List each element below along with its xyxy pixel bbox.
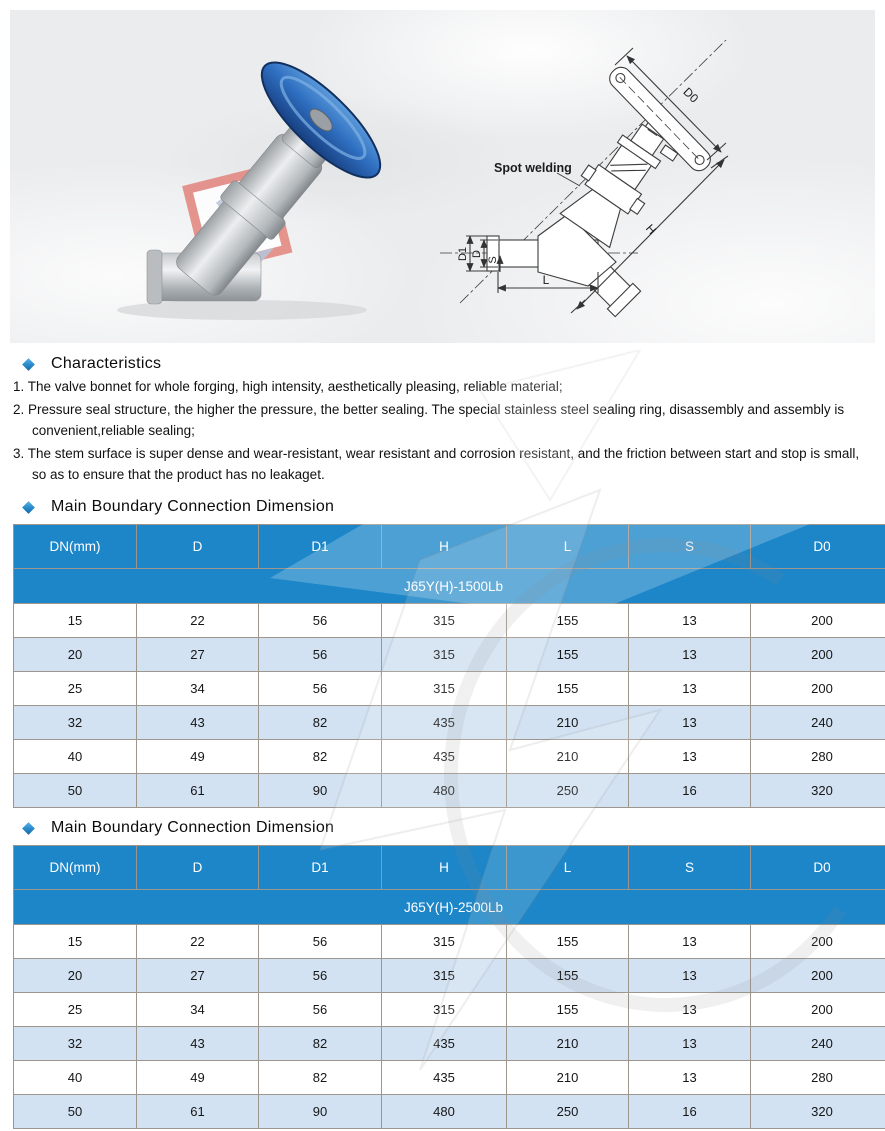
table-cell: 200 xyxy=(751,638,885,672)
dim-label-d: D xyxy=(471,250,483,258)
table-head xyxy=(14,525,885,604)
table-cell: 61 xyxy=(137,774,259,808)
column-header: S xyxy=(629,846,751,890)
table-cell: 82 xyxy=(259,1061,382,1095)
table-cell: 315 xyxy=(382,925,507,959)
table-row xyxy=(14,1095,885,1129)
table-cell: 315 xyxy=(382,672,507,706)
model-subtitle: J65Y(H)-2500Lb xyxy=(14,890,885,925)
table-cell: 50 xyxy=(14,1095,137,1129)
table-cell: 250 xyxy=(507,1095,629,1129)
table-cell: 20 xyxy=(14,638,137,672)
dim-label-s: S xyxy=(487,256,499,264)
table-cell: 155 xyxy=(507,638,629,672)
table-cell: 240 xyxy=(751,1027,885,1061)
dimension-heading-1500 xyxy=(13,498,334,516)
table-row xyxy=(14,959,885,993)
table-cell: 20 xyxy=(14,959,137,993)
table-cell: 61 xyxy=(137,1095,259,1129)
column-header: DN(mm) xyxy=(14,525,137,569)
characteristics-list xyxy=(13,376,869,487)
table-cell: 435 xyxy=(382,1027,507,1061)
table-cell: 240 xyxy=(751,706,885,740)
table-body xyxy=(14,925,885,1129)
table-cell: 200 xyxy=(751,925,885,959)
table-cell: 320 xyxy=(751,1095,885,1129)
column-header: L xyxy=(507,846,629,890)
dim-label-h: H xyxy=(642,221,660,238)
table-row xyxy=(14,774,885,808)
table-cell: 16 xyxy=(629,1095,751,1129)
dim-label-d0: D0 xyxy=(680,84,702,106)
table-cell: 200 xyxy=(751,959,885,993)
column-header: D xyxy=(137,525,259,569)
table-cell: 43 xyxy=(137,706,259,740)
table-cell: 315 xyxy=(382,993,507,1027)
header-row xyxy=(14,846,885,890)
table-cell: 25 xyxy=(14,993,137,1027)
table-row xyxy=(14,993,885,1027)
table-cell: 50 xyxy=(14,774,137,808)
diamond-bullet-icon xyxy=(22,822,35,835)
table-cell: 200 xyxy=(751,672,885,706)
table-row xyxy=(14,925,885,959)
table-cell: 40 xyxy=(14,740,137,774)
diamond-bullet-icon xyxy=(22,358,35,371)
table-cell: 32 xyxy=(14,706,137,740)
model-row xyxy=(14,890,885,925)
table-cell: 210 xyxy=(507,1061,629,1095)
table-cell: 315 xyxy=(382,959,507,993)
table-cell: 210 xyxy=(507,1027,629,1061)
table-cell: 155 xyxy=(507,993,629,1027)
dim-label-l: L xyxy=(542,273,550,287)
table-cell: 13 xyxy=(629,1027,751,1061)
table-cell: 13 xyxy=(629,993,751,1027)
column-header: H xyxy=(382,846,507,890)
model-row xyxy=(14,569,885,604)
dimension-heading-2500 xyxy=(13,819,334,837)
characteristics-heading xyxy=(13,355,161,373)
table-cell: 27 xyxy=(137,638,259,672)
table-cell: 200 xyxy=(751,993,885,1027)
spot-welding-label: Spot welding xyxy=(494,161,572,175)
table-cell: 435 xyxy=(382,740,507,774)
column-header: H xyxy=(382,525,507,569)
product-image-panel xyxy=(10,10,875,343)
table-cell: 155 xyxy=(507,672,629,706)
table-cell: 49 xyxy=(137,740,259,774)
dimension-table-2500lb xyxy=(13,845,885,1129)
column-header: D1 xyxy=(259,846,382,890)
table-cell: 82 xyxy=(259,1027,382,1061)
column-header: D1 xyxy=(259,525,382,569)
column-header: D0 xyxy=(751,846,885,890)
table-cell: 82 xyxy=(259,740,382,774)
table-cell: 315 xyxy=(382,638,507,672)
table-cell: 200 xyxy=(751,604,885,638)
table-cell: 435 xyxy=(382,706,507,740)
table-cell: 155 xyxy=(507,925,629,959)
column-header: D xyxy=(137,846,259,890)
column-header: D0 xyxy=(751,525,885,569)
table-row xyxy=(14,672,885,706)
table-cell: 13 xyxy=(629,672,751,706)
characteristic-item: 1. The valve bonnet for whole forging, high intensity, aesthetically pleasing, reliable material; xyxy=(13,379,563,394)
table-cell: 435 xyxy=(382,1061,507,1095)
table-cell: 56 xyxy=(259,959,382,993)
table-row xyxy=(14,604,885,638)
table-row xyxy=(14,740,885,774)
table-cell: 56 xyxy=(259,925,382,959)
column-header: L xyxy=(507,525,629,569)
table-cell: 13 xyxy=(629,638,751,672)
table-cell: 43 xyxy=(137,1027,259,1061)
valve-technical-drawing xyxy=(430,10,875,343)
table-cell: 320 xyxy=(751,774,885,808)
table-cell: 480 xyxy=(382,1095,507,1129)
table-cell: 27 xyxy=(137,959,259,993)
table-body xyxy=(14,604,885,808)
table-head xyxy=(14,846,885,925)
table-cell: 34 xyxy=(137,993,259,1027)
table-cell: 56 xyxy=(259,993,382,1027)
diamond-bullet-icon xyxy=(22,501,35,514)
table-cell: 280 xyxy=(751,1061,885,1095)
table-cell: 25 xyxy=(14,672,137,706)
table-cell: 34 xyxy=(137,672,259,706)
table-cell: 40 xyxy=(14,1061,137,1095)
table-row xyxy=(14,706,885,740)
table-cell: 90 xyxy=(259,774,382,808)
table-cell: 210 xyxy=(507,706,629,740)
characteristics-title: Characteristics xyxy=(51,355,162,372)
table-row xyxy=(14,1027,885,1061)
table-cell: 15 xyxy=(14,925,137,959)
section-title: Main Boundary Connection Dimension xyxy=(51,498,335,515)
valve-photo xyxy=(10,10,440,343)
characteristic-item: 3. The stem surface is super dense and wear-resistant, wear resistant and corrosion resistant, and the friction between start and stop is small, so as to ensure that the product has no leakaget. xyxy=(13,445,860,482)
table-cell: 280 xyxy=(751,740,885,774)
table-cell: 56 xyxy=(259,672,382,706)
table-cell: 22 xyxy=(137,604,259,638)
header-row xyxy=(14,525,885,569)
table-row xyxy=(14,638,885,672)
table-cell: 13 xyxy=(629,740,751,774)
table-cell: 56 xyxy=(259,638,382,672)
column-header: S xyxy=(629,525,751,569)
dimension-table-1500lb xyxy=(13,524,885,808)
table-cell: 250 xyxy=(507,774,629,808)
table-cell: 15 xyxy=(14,604,137,638)
table-cell: 13 xyxy=(629,925,751,959)
table-cell: 32 xyxy=(14,1027,137,1061)
table-cell: 16 xyxy=(629,774,751,808)
table-cell: 315 xyxy=(382,604,507,638)
model-subtitle: J65Y(H)-1500Lb xyxy=(14,569,885,604)
table-cell: 13 xyxy=(629,604,751,638)
table-cell: 90 xyxy=(259,1095,382,1129)
table-cell: 49 xyxy=(137,1061,259,1095)
characteristic-item: 2. Pressure seal structure, the higher the pressure, the better sealing. The special stainless steel sealing ring, disassembly and assembly is convenient,reliable sealing; xyxy=(13,401,845,438)
dim-label-d1: D1 xyxy=(457,246,469,262)
table-cell: 82 xyxy=(259,706,382,740)
table-cell: 155 xyxy=(507,604,629,638)
section-title: Main Boundary Connection Dimension xyxy=(51,819,335,836)
table-row xyxy=(14,1061,885,1095)
table-cell: 56 xyxy=(259,604,382,638)
table-cell: 22 xyxy=(137,925,259,959)
table-cell: 480 xyxy=(382,774,507,808)
table-cell: 155 xyxy=(507,959,629,993)
table-cell: 13 xyxy=(629,1061,751,1095)
table-cell: 13 xyxy=(629,959,751,993)
table-cell: 210 xyxy=(507,740,629,774)
column-header: DN(mm) xyxy=(14,846,137,890)
table-cell: 13 xyxy=(629,706,751,740)
